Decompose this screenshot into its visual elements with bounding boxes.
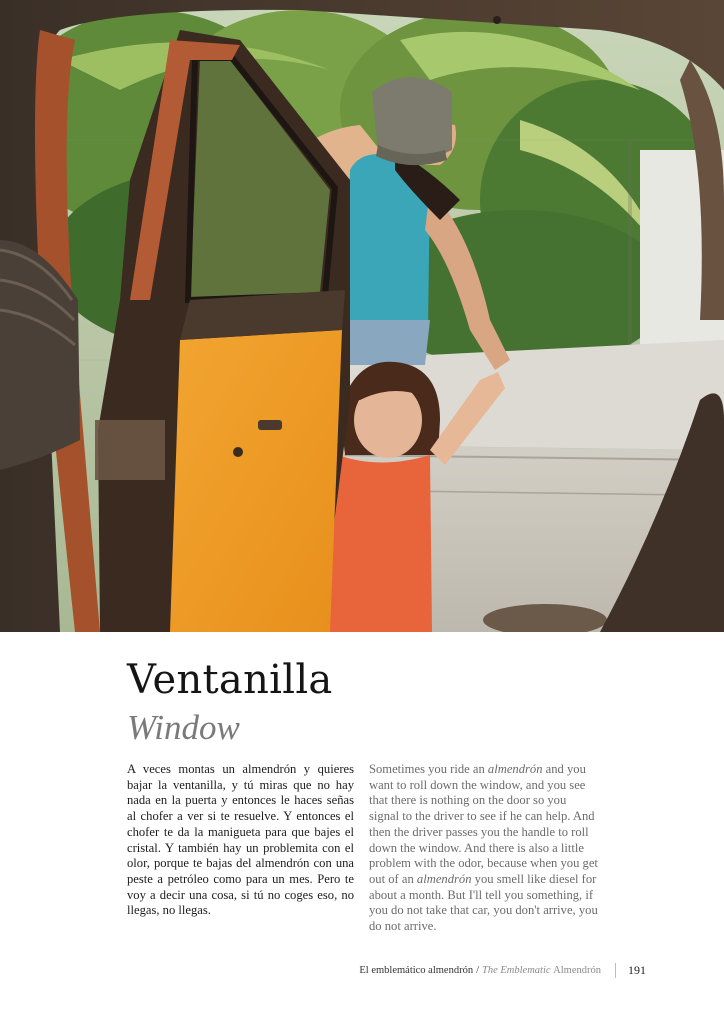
- page-title: Ventanilla: [127, 657, 333, 703]
- cap: [372, 77, 452, 160]
- page-subtitle: Window: [127, 708, 240, 747]
- footer-divider: [615, 963, 616, 978]
- page-footer: [359, 962, 646, 978]
- orange-door-panel: [170, 330, 342, 632]
- footer-slash: /: [476, 964, 480, 976]
- spanish-column: A veces montas un almendrón y quieres bajar la ventanilla, y tú miras que no hay nada en la puerta y entonces le haces señas al chofer a ver si te resuelve. Y entonces el chofer te da la manigueta para que bajes el cristal. Y también hay un problemita con el olor, porque te bajas del almendrón con una peste a petróleo como para un mes. Pero te voy a decir una cosa, si tú no coges eso, no llegas, no llegas.: [127, 762, 354, 918]
- footer-book-title-es: El emblemático almendrón: [359, 964, 474, 976]
- footer-book-title-en: [482, 965, 601, 976]
- english-text-part: you smell like diesel for about a month. But I'll tell you something, if you do not take that car, you don't arrive, you do not arrive.: [369, 871, 598, 934]
- footer-en-italic: The Emblematic: [482, 964, 551, 976]
- footer-en-plain: Almendrón: [553, 964, 601, 976]
- door-hinge: [95, 420, 165, 480]
- door-handle: [258, 420, 282, 430]
- english-column: [369, 762, 598, 935]
- english-text-italic: almendrón: [416, 871, 472, 886]
- english-text-part: Sometimes you ride an: [369, 762, 488, 776]
- page-number: 191: [628, 962, 646, 977]
- english-text-italic: almendrón: [487, 762, 543, 776]
- english-text-part: and you want to roll down the window, and you see that there is nothing on the door so you signal to the driver to see if he can help. And then the driver passes you the handle to roll down the window. And there is also a little problem with the odor, because when you get out of an: [369, 762, 598, 886]
